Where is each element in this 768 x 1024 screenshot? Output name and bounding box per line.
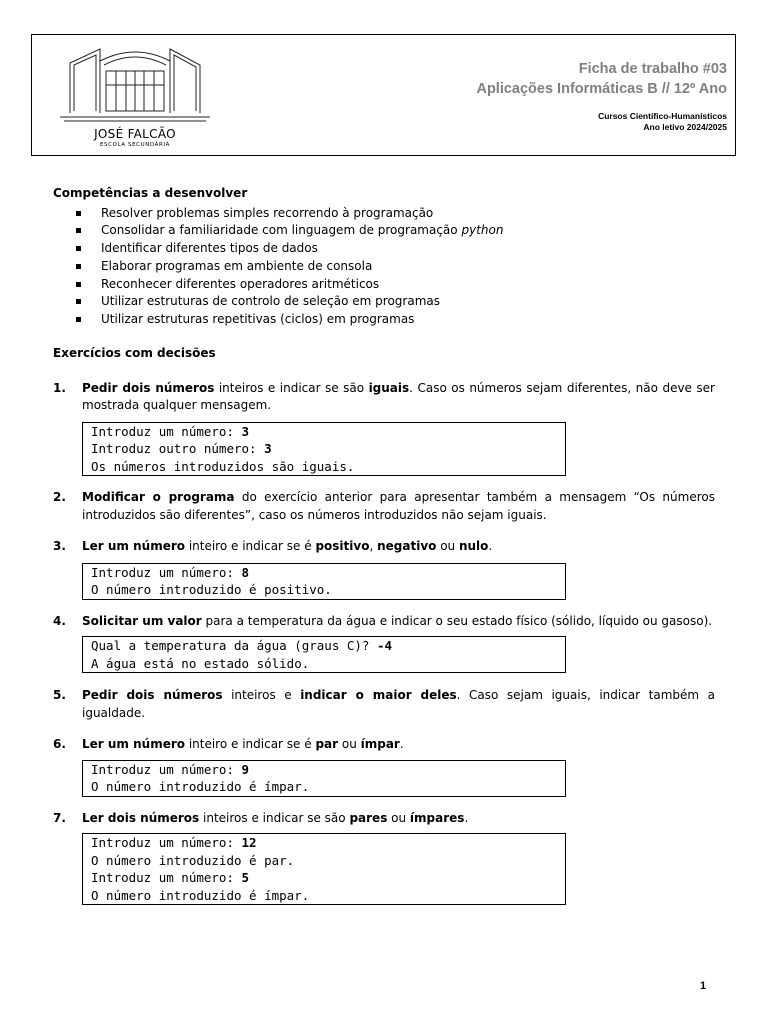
ex-bold: iguais [368, 380, 410, 395]
console-line [91, 761, 557, 779]
competencia-item: Resolver problemas simples recorrendo à programação [53, 205, 715, 223]
ex-text: inteiros e indicar se são [199, 810, 350, 825]
console-answer: 5 [241, 870, 250, 886]
console-text: Qual a temperatura da água (graus C)? [91, 638, 377, 654]
ex-text: inteiro e indicar se é [185, 737, 316, 752]
worksheet-content [53, 185, 715, 905]
course-type: Cursos Científico-Humanísticos [598, 111, 727, 121]
console-answer: 3 [264, 441, 272, 457]
ex-text: . Caso os números sejam diferentes, não deve ser mostrada qualquer mensagem. [82, 380, 715, 413]
competencia-item: Identificar diferentes tipos de dados [53, 240, 715, 258]
ex-bold: negativo [377, 539, 437, 554]
console-text: O número introduzido é ímpar. [91, 779, 310, 795]
ex-text: inteiro e indicar se é [185, 539, 316, 554]
ex-text: ou [387, 810, 410, 825]
console-line [91, 869, 557, 887]
course-title: Aplicações Informáticas B // 12º Ano [476, 81, 727, 97]
exercise-number: 4. [53, 613, 66, 628]
worksheet-title: Ficha de trabalho #03 [578, 61, 727, 77]
console-text: Introduz um número: [91, 423, 242, 439]
school-name: JOSÉ FALCÃO [94, 127, 176, 141]
ex-bold: positivo [315, 539, 370, 554]
competencia-item: Reconhecer diferentes operadores aritméticos [53, 276, 715, 294]
console-text: Introduz um número: [91, 564, 242, 580]
ex-bold: ímpar [360, 737, 400, 752]
console-text: Os números introduzidos são iguais. [91, 458, 355, 474]
exercise-number: 6. [53, 737, 66, 752]
exercise-1 [53, 380, 715, 415]
console-answer: 9 [241, 761, 250, 777]
ex-text: para a temperatura da água e indicar o seu estado físico (sólido, líquido ou gasoso). [201, 613, 713, 628]
exercise-number: 5. [53, 688, 66, 703]
school-logo [60, 41, 210, 153]
ex-bold: par [315, 737, 339, 752]
console-text: O número introduzido é ímpar. [91, 887, 310, 903]
ex-bold: Pedir dois números [82, 688, 223, 703]
console-answer: 8 [241, 564, 250, 580]
competencia-item: Utilizar estruturas de controlo de seleção em programas [53, 293, 715, 311]
console-line [91, 440, 557, 458]
exercise-3 [53, 538, 715, 556]
competencia-item [53, 222, 715, 240]
console-answer: 3 [241, 423, 250, 439]
ex-bold: Pedir dois números [82, 380, 215, 395]
ex-bold: Modificar o programa [82, 490, 235, 505]
console-output [82, 422, 566, 477]
console-line [91, 423, 557, 441]
document-header [31, 34, 736, 156]
ex-bold: pares [349, 810, 388, 825]
console-text: A água está no estado sólido. [91, 655, 310, 671]
page-number: 1 [700, 980, 707, 992]
console-line [91, 778, 557, 796]
competencias-list [53, 205, 715, 330]
console-output [82, 563, 566, 600]
exercise-5 [53, 687, 715, 722]
exercise-6 [53, 736, 715, 754]
console-answer: -4 [376, 638, 393, 654]
ex-text: . [488, 539, 493, 554]
school-building-icon [60, 41, 210, 125]
school-year: Ano letivo 2024/2025 [643, 122, 727, 132]
console-line [91, 852, 557, 870]
console-text: O número introduzido é par. [91, 852, 295, 868]
exercise-7 [53, 810, 715, 828]
console-output [82, 636, 566, 673]
ex-text: . Caso sejam iguais, indicar também a igualdade. [82, 688, 716, 720]
ex-bold: Solicitar um valor [82, 613, 202, 628]
exercise-4 [53, 613, 715, 631]
console-line [91, 655, 557, 673]
console-line [91, 564, 557, 582]
competencia-item: Utilizar estruturas repetitivas (ciclos) em programas [53, 311, 715, 329]
console-line [91, 887, 557, 905]
exercise-number: 1. [53, 380, 66, 395]
competencias-title: Competências a desenvolver [53, 186, 248, 200]
competencia-text: Consolidar a familiaridade com linguagem de programação [101, 223, 458, 238]
ex-text: ou [436, 539, 459, 554]
console-text: Introduz um número: [91, 835, 242, 851]
ex-text: , [369, 539, 378, 554]
console-text: O número introduzido é positivo. [91, 582, 332, 598]
exercise-number: 3. [53, 539, 66, 554]
ex-text: inteiros e [222, 688, 301, 703]
competencia-item: Elaborar programas em ambiente de consola [53, 258, 715, 276]
ex-bold: ímpares [409, 810, 465, 825]
ex-bold: Ler dois números [82, 810, 200, 825]
console-line [91, 637, 557, 655]
ex-bold: Ler um número [82, 737, 185, 752]
ex-bold: indicar o maior deles [300, 688, 457, 703]
exercise-number: 7. [53, 810, 66, 825]
console-line [91, 581, 557, 599]
ex-text: . [399, 737, 404, 752]
header-info [476, 59, 727, 133]
ex-text: do exercício anterior para apresentar também a mensagem “Os números introduzidos são diferentes”, caso os números introduzidos não sejam iguais. [82, 490, 715, 522]
console-text: Introduz outro número: [91, 441, 265, 457]
console-text: Introduz um número: [91, 761, 242, 777]
console-line [91, 458, 557, 476]
console-answer: 12 [241, 835, 257, 851]
ex-text: ou [338, 737, 361, 752]
ex-text: . [464, 810, 469, 825]
exercise-2 [53, 489, 715, 524]
ex-bold: Ler um número [82, 539, 185, 554]
console-output [82, 833, 566, 905]
ex-text: inteiros e indicar se são [214, 380, 369, 395]
console-line [91, 834, 557, 852]
ex-bold: nulo [458, 539, 489, 554]
exercise-number: 2. [53, 490, 66, 505]
python-word: python [461, 223, 504, 238]
exercicios-title: Exercícios com decisões [53, 346, 216, 361]
console-output [82, 760, 566, 797]
school-subtitle: ESCOLA SECUNDÁRIA [99, 142, 171, 148]
console-text: Introduz um número: [91, 870, 242, 886]
